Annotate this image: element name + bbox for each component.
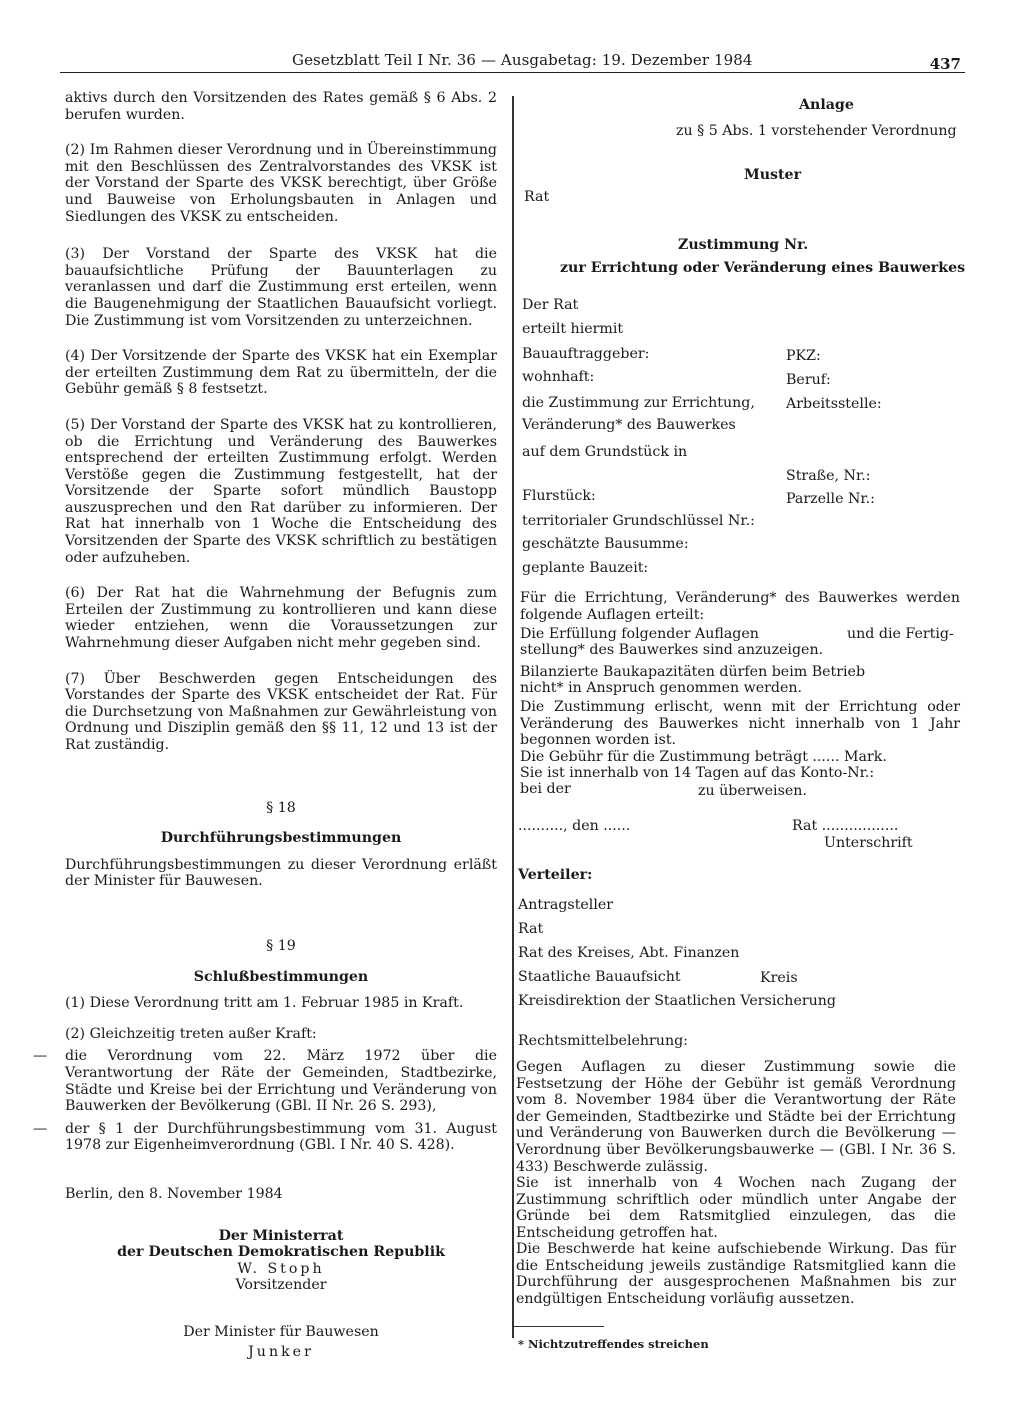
header-title: Gesetzblatt Teil I Nr. 36 — Ausgabetag: 19. Dezember 1984 [292, 51, 753, 69]
paragraph-6: (6) Der Rat hat die Wahrnehmung der Befugnis zum Erteilen der Zustimmung zu kontrollieren und kann diese wieder entziehen, wenn die Voraussetzungen zur Wahrnehmung dieser Aufgaben nicht mehr gegeben sind. [65, 585, 497, 652]
distribution-item-3: Rat des Kreises, Abt. Finanzen [518, 945, 740, 961]
paragraph-2: (2) Im Rahmen dieser Verordnung und in Übereinstimmung mit den Beschlüssen des Zentralvorstandes des VKSK ist der Vorstand der Sparte des VKSK berechtigt, über Größe und Bauweise von Erholungsbauten in Anlagen und Siedlungen des VKSK zu entscheiden. [65, 142, 497, 225]
place-date: Berlin, den 8. November 1984 [65, 1185, 283, 1202]
capacity-a: Bilanzierte Baukapazitäten dürfen beim Betrieb [520, 664, 866, 680]
signatory-1-line-2: der Deutschen Demokratischen Republik [117, 1244, 445, 1261]
signature-label: Unterschrift [824, 835, 913, 851]
signatory-2-role: Der Minister für Bauwesen [183, 1323, 379, 1340]
legal-remedy-p2: Sie ist innerhalb von 4 Wochen nach Zugang der Zustimmung schriftlich oder mündlich unter Angabe der Gründe bei dem Ratsmitglied einzulegen, das die Entscheidung getroffen hat. [516, 1175, 956, 1241]
form-label-beruf: Beruf: [786, 372, 831, 388]
form-label-veraenderung: Veränderung* des Bauwerkes [522, 417, 736, 433]
repeal-item-2 [33, 1121, 497, 1154]
form-label-flurstueck: Flurstück: [522, 488, 596, 504]
form-label-bausumme: geschätzte Bausumme: [522, 536, 689, 552]
section-18-number: § 18 [266, 799, 296, 816]
form-label-zustimmung-errichtung: die Zustimmung zur Errichtung, [522, 395, 755, 411]
paragraph-4: (4) Der Vorsitzende der Sparte des VKSK hat ein Exemplar der erteilten Zustimmung dem Rat zu übermitteln, der die Gebühr gemäß § 8 festsetzt. [65, 348, 497, 398]
signatory-1-role: Vorsitzender [235, 1277, 327, 1294]
distribution-item-2: Rat [518, 921, 544, 937]
repeal-item-1-text: die Verordnung vom 22. März 1972 über die Verantwortung der Räte der Gemeinden, Stadtbezirke, Städte und Kreise bei der Errichtung und Veränderung von Bauwerken der Bevölkerung (GBl. II Nr. 26 S. 293), [65, 1048, 497, 1115]
dash-marker: — [33, 1048, 48, 1065]
section-19-p2: (2) Gleichzeitig treten außer Kraft: [65, 1025, 317, 1042]
form-label-pkz: PKZ: [786, 348, 821, 364]
section-18-title: Durchführungsbestimmungen [160, 830, 402, 847]
signatory-1-line-1: Der Ministerrat [218, 1227, 344, 1244]
section-19-number: § 19 [266, 937, 296, 954]
transfer-label: zu überweisen. [698, 783, 807, 799]
left-column [33, 90, 497, 1361]
dash-marker: — [33, 1120, 48, 1137]
form-label-bauzeit: geplante Bauzeit: [522, 560, 649, 576]
bank-label: bei der [520, 781, 571, 797]
distribution-heading: Verteiler: [518, 867, 593, 883]
page-header [60, 50, 965, 73]
annex-heading: Anlage [799, 97, 854, 113]
right-column [514, 95, 964, 1355]
form-label-wohnhaft: wohnhaft: [522, 369, 595, 385]
distribution-item-5: Kreisdirektion der Staatlichen Versicherung [518, 993, 836, 1009]
distribution-item-1: Antragsteller [518, 897, 614, 913]
council-label: Rat [524, 189, 550, 205]
form-label-parzelle: Parzelle Nr.: [786, 491, 875, 507]
account-line: Sie ist innerhalb von 14 Tagen auf das Konto-Nr.: [520, 765, 875, 781]
form-label-grundschluessel: territorialer Grundschlüssel Nr.: [522, 513, 755, 529]
signature-council-line: Rat ................. [792, 818, 899, 834]
signatory-1-name: W. Stoph [237, 1260, 325, 1277]
legal-remedy-heading: Rechtsmittelbelehrung: [518, 1033, 688, 1049]
repeal-item-1 [33, 1048, 497, 1114]
legal-remedy-p1: Gegen Auflagen zu dieser Zustimmung sowie die Festsetzung der Höhe der Gebühr ist gemäß Verordnung vom 8. November 1984 über die Verantwortung der Räte der Gemeinden, Stadtbezirke und Städte bei der Errichtung und Veränderung von Bauwerken durch die Bevölkerung — Verordnung über Bevölkerungsbauwerke — (GBl. I Nr. 36 S. 433) Beschwerde zulässig. [516, 1059, 956, 1175]
form-label-erteilt: erteilt hiermit [522, 321, 624, 337]
section-19-p1: (1) Diese Verordnung tritt am 1. Februar 1985 in Kraft. [65, 995, 464, 1012]
expiry-clause: Die Zustimmung erlischt, wenn mit der Errichtung oder Veränderung des Bauwerkes nicht innerhalb von 1 Jahr begonnen worden ist. [520, 699, 960, 749]
conditions-fulfilment-a: Die Erfüllung folgender Auflagen [520, 626, 759, 642]
paragraph-7: (7) Über Beschwerden gegen Entscheidungen des Vorstandes der Sparte des VKSK entscheidet der Rat. Für die Durchsetzung von Maßnahmen zur Gewährleistung von Ordnung und Disziplin gemäß den §§ 11, 12 und 13 ist der Rat zuständig. [65, 670, 497, 753]
conditions-intro: Für die Errichtung, Veränderung* des Bauwerkes werden folgende Auflagen erteilt: [520, 590, 960, 623]
sample-heading: Muster [744, 167, 802, 183]
form-label-arbeitsstelle: Arbeitsstelle: [786, 396, 882, 412]
section-19-title: Schlußbestimmungen [193, 968, 369, 985]
paragraph-5: (5) Der Vorstand der Sparte des VKSK hat zu kontrollieren, ob die Errichtung und Veränderung des Bauwerkes entsprechend der erteilten Zustimmung erfolgt. Werden Verstöße gegen die Zustimmung festgestellt, hat der Vorsitzende der Sparte sofort mündlich Baustopp auszusprechen und den Rat darüber zu informieren. Der Rat hat innerhalb von 1 Woche die Entscheidung des Vorsitzenden der Sparte des VKSK schriftlich zu bestätigen oder aufzuheben. [65, 416, 497, 566]
fee-line: Die Gebühr für die Zustimmung beträgt ...... Mark. [520, 749, 887, 765]
footnote-rule [514, 1326, 604, 1327]
legal-remedy-p3: Die Beschwerde hat keine aufschiebende Wirkung. Das für die Entscheidung jeweils zuständige Ratsmitglied kann die Durchführung der ausgesprochenen Maßnahmen bis zur endgültigen Entscheidung vorläufig aussetzen. [516, 1241, 956, 1307]
signature-date-line: .........., den ...... [518, 818, 631, 834]
distribution-item-4: Staatliche Bauaufsicht [518, 969, 681, 985]
paragraph-continued: aktivs durch den Vorsitzenden des Rates gemäß § 6 Abs. 2 berufen wurden. [65, 90, 497, 123]
paragraph-3: (3) Der Vorstand der Sparte des VKSK hat die bauaufsichtliche Prüfung der Bauunterlagen zu veranlassen und darf die Zustimmung erst erteilen, wenn die Baugenehmigung der Staatlichen Bauaufsicht vorliegt. Die Zustimmung ist vom Vorsitzenden zu unterzeichnen. [65, 246, 497, 329]
form-label-der-rat: Der Rat [522, 297, 579, 313]
form-label-bauauftraggeber: Bauauftraggeber: [522, 346, 650, 362]
conditions-fulfilment-c: stellung* des Bauwerkes sind anzuzeigen. [520, 642, 824, 658]
approval-title-2: zur Errichtung oder Veränderung eines Bauwerkes [560, 260, 966, 276]
approval-title-1: Zustimmung Nr. [678, 237, 809, 253]
repeal-item-2-text: der § 1 der Durchführungsbestimmung vom 31. August 1978 zur Eigenheimverordnung (GBl. I Nr. 40 S. 428). [65, 1120, 497, 1154]
form-label-strasse: Straße, Nr.: [786, 468, 871, 484]
conditions-fulfilment-b: und die Fertig- [847, 626, 954, 642]
capacity-b: nicht* in Anspruch genommen werden. [520, 680, 803, 696]
page-number: 437 [929, 55, 961, 73]
annex-subheading: zu § 5 Abs. 1 vorstehender Verordnung [676, 123, 957, 139]
section-18-text: Durchführungsbestimmungen zu dieser Verordnung erläßt der Minister für Bauwesen. [65, 856, 497, 890]
distribution-item-4-kreis: Kreis [760, 970, 798, 986]
form-label-grundstueck: auf dem Grundstück in [522, 444, 688, 460]
footnote: * Nichtzutreffendes streichen [518, 1337, 709, 1351]
signatory-2-name: Junker [248, 1344, 314, 1361]
